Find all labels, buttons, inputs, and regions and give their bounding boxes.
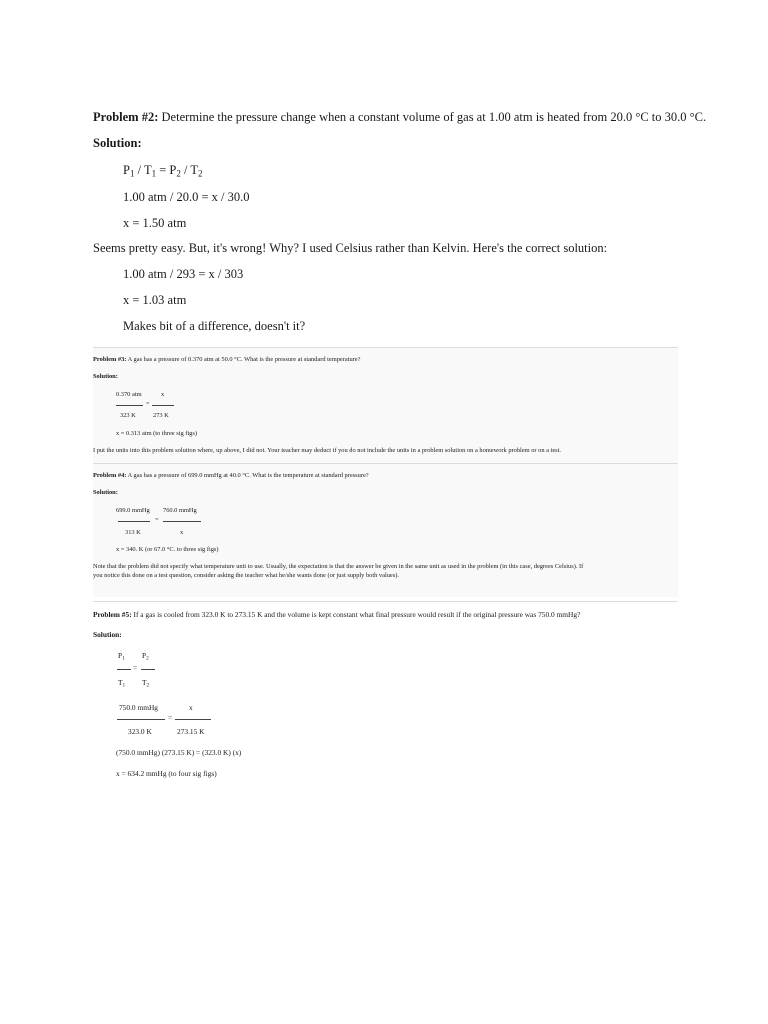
problem-5-formula-num-1: $P_1$ bbox=[118, 651, 125, 662]
problem-4-equals: = bbox=[155, 516, 159, 523]
fraction-bar bbox=[152, 405, 174, 406]
problem-4-statement bbox=[93, 472, 369, 479]
problem-4-note-line-1: Note that the problem did not specify what temperature unit to use. Usually, the expectation is that the answer be given in the same unit as used in the problem (in this case, degrees Celsius). If bbox=[93, 563, 584, 570]
divider bbox=[93, 601, 678, 602]
problem-3-label: Problem #3: bbox=[93, 356, 127, 363]
problem-4-label: Problem #4: bbox=[93, 472, 127, 479]
problem-2-equation-4: 1.00 atm / 293 = x / 303 bbox=[123, 267, 244, 281]
problem-4-note-line-2: you notice this done on a test question, consider asking the teacher what he/she wants done (or just supply both values). bbox=[93, 572, 399, 579]
fraction-bar bbox=[117, 669, 131, 670]
problem-3-equals: = bbox=[146, 400, 150, 407]
problem-5-denominator-2: 273.15 K bbox=[177, 727, 205, 736]
problem-5-statement bbox=[93, 610, 580, 619]
problem-3-numerator-2: x bbox=[161, 391, 165, 398]
problem-2-label: Problem #2: bbox=[93, 110, 159, 124]
problem-5-formula-num-2: $P_2$ bbox=[142, 651, 149, 662]
problem-5-solution-heading: Solution: bbox=[93, 630, 122, 639]
problem-4-answer: x = 340. K (or 67.0 °C. to three sig figs) bbox=[116, 546, 219, 553]
fraction-bar bbox=[175, 719, 211, 720]
problem-5-equals: = bbox=[168, 713, 173, 722]
problem-3-block bbox=[93, 348, 678, 463]
problem-5-text: If a gas is cooled from 323.0 K to 273.15 K and the volume is kept constant what final pressure would result if the original pressure was 750.0 mmHg? bbox=[131, 610, 581, 619]
problem-5-formula-den-2: $T_2$ bbox=[142, 678, 150, 689]
problem-5-cross-multiply: (750.0 mmHg) (273.15 K) = (323.0 K) (x) bbox=[116, 748, 242, 757]
problem-3-numerator-1: 0.370 atm bbox=[116, 391, 142, 398]
problem-4-solution-heading: Solution: bbox=[93, 489, 118, 496]
problem-4-denominator-2: x bbox=[180, 529, 184, 536]
problem-3-statement bbox=[93, 356, 360, 363]
fraction-bar bbox=[116, 405, 143, 406]
problem-2-equation-1: $P_1 / T_1 = P_2 / T_2$ bbox=[123, 163, 203, 179]
problem-5-numerator-2: x bbox=[189, 703, 193, 712]
problem-5-label: Problem #5: bbox=[93, 610, 132, 619]
problem-5-numerator-1: 750.0 mmHg bbox=[119, 703, 159, 712]
problem-4-numerator-2: 760.0 mmHg bbox=[163, 507, 197, 514]
problem-2-text: Determine the pressure change when a constant volume of gas at 1.00 atm is heated from 20.0 °C to 30.0 °C. bbox=[158, 110, 707, 124]
problem-2-note: Seems pretty easy. But, it's wrong! Why? I used Celsius rather than Kelvin. Here's the correct solution: bbox=[93, 241, 608, 255]
fraction-bar bbox=[141, 669, 155, 670]
problem-3-text: A gas has a pressure of 0.370 atm at 50.0 °C. What is the pressure at standard temperature? bbox=[126, 356, 361, 363]
fraction-bar bbox=[118, 521, 150, 522]
problem-4-numerator-1: 699.0 mmHg bbox=[116, 507, 150, 514]
problem-5-formula-den-1: $T_1$ bbox=[118, 678, 126, 689]
problem-5-denominator-1: 323.0 K bbox=[128, 727, 152, 736]
problem-2-solution-heading: Solution: bbox=[93, 136, 142, 150]
fraction-bar bbox=[117, 719, 165, 720]
problem-3-solution-heading: Solution: bbox=[93, 373, 118, 380]
fraction-bar bbox=[163, 521, 201, 522]
problem-3-denominator-2: 273 K bbox=[153, 412, 169, 419]
problem-4-text: A gas has a pressure of 699.0 mmHg at 40.0 °C. What is the temperature at standard pressure? bbox=[126, 472, 369, 479]
problem-2-statement bbox=[93, 110, 706, 125]
problem-5-answer: x = 634.2 mmHg (to four sig figs) bbox=[116, 769, 217, 778]
problem-4-denominator-1: 313 K bbox=[125, 529, 141, 536]
problem-3-denominator-1: 323 K bbox=[120, 412, 136, 419]
problem-2-closing: Makes bit of a difference, doesn't it? bbox=[123, 319, 306, 333]
problem-2-equation-5: x = 1.03 atm bbox=[123, 293, 187, 307]
problem-5-formula-equals: = bbox=[133, 663, 138, 672]
problem-2-equation-3: x = 1.50 atm bbox=[123, 216, 187, 230]
problem-2-equation-2: 1.00 atm / 20.0 = x / 30.0 bbox=[123, 190, 250, 204]
problem-3-note: I put the units into this problem solution where, up above, I did not. Your teacher may deduct if you do not include the units in a problem solution on a homework problem or on a test. bbox=[93, 447, 562, 454]
problem-3-answer: x = 0.313 atm (to three sig figs) bbox=[116, 430, 197, 437]
